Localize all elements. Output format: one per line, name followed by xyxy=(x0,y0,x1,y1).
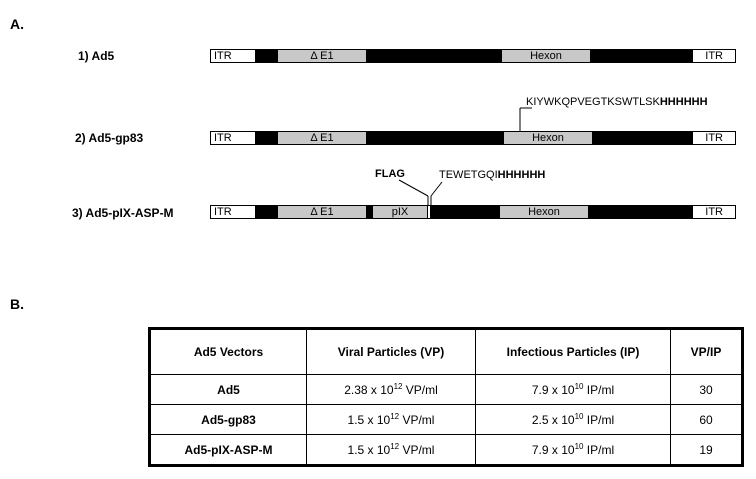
hexon-region: Hexon xyxy=(504,132,592,144)
ratio-value: 30 xyxy=(671,375,743,405)
table-row xyxy=(150,405,743,435)
vp-value: 1.5 x $10^{12}$ VP/ml xyxy=(307,405,476,435)
itr-left: ITR xyxy=(211,50,255,62)
hexon-region: Hexon xyxy=(500,206,588,218)
panel-b-label: B. xyxy=(10,296,24,312)
delta-e1-region: Δ E1 xyxy=(278,132,366,144)
ip-value: 2.5 x $10^{10}$ IP/ml xyxy=(476,405,671,435)
itr-left: ITR xyxy=(211,132,255,144)
vector-name: Ad5 xyxy=(150,375,307,405)
vp-value: 2.38 x $10^{12}$ VP/ml xyxy=(307,375,476,405)
construct-3-label: 3) Ad5-pIX-ASP-M xyxy=(72,206,174,220)
flag-callout-line xyxy=(399,180,428,196)
table-header-row xyxy=(150,329,743,375)
construct-1-label: 1) Ad5 xyxy=(78,49,115,63)
header-vp: Viral Particles (VP) xyxy=(307,329,476,375)
delta-e1-region: Δ E1 xyxy=(278,50,366,62)
header-ip: Infectious Particles (IP) xyxy=(476,329,671,375)
gp83-peptide-text: KIYWKQPVEGTKSWTLSK xyxy=(526,96,660,108)
hexon-region: Hexon xyxy=(502,50,590,62)
vp-value: 1.5 x $10^{12}$ VP/ml xyxy=(307,435,476,466)
itr-right: ITR xyxy=(693,132,735,144)
construct-2-label: 2) Ad5-gp83 xyxy=(75,131,144,145)
aspm-peptide-text: TEWETGQI xyxy=(439,169,498,181)
table-row xyxy=(150,375,743,405)
ip-value: 7.9 x $10^{10}$ IP/ml xyxy=(476,375,671,405)
header-vectors: Ad5 Vectors xyxy=(150,329,307,375)
itr-left: ITR xyxy=(211,206,255,218)
delta-e1-region: Δ E1 xyxy=(278,206,366,218)
his-tag-text: HHHHHH xyxy=(497,169,546,181)
table-row xyxy=(150,435,743,466)
panel-a-label: A. xyxy=(10,16,24,32)
header-ratio: VP/IP xyxy=(671,329,743,375)
flag-label: FLAG xyxy=(375,168,405,180)
titer-table xyxy=(148,327,744,467)
vector-name: Ad5-pIX-ASP-M xyxy=(150,435,307,466)
ratio-value: 19 xyxy=(671,435,743,466)
itr-right: ITR xyxy=(693,206,735,218)
ratio-value: 60 xyxy=(671,405,743,435)
pix-region: pIX xyxy=(373,206,427,218)
vector-name: Ad5-gp83 xyxy=(150,405,307,435)
aspm-callout-line xyxy=(431,182,442,196)
itr-right: ITR xyxy=(693,50,735,62)
ip-value: 7.9 x $10^{10}$ IP/ml xyxy=(476,435,671,466)
his-tag-text: HHHHHH xyxy=(659,96,708,108)
